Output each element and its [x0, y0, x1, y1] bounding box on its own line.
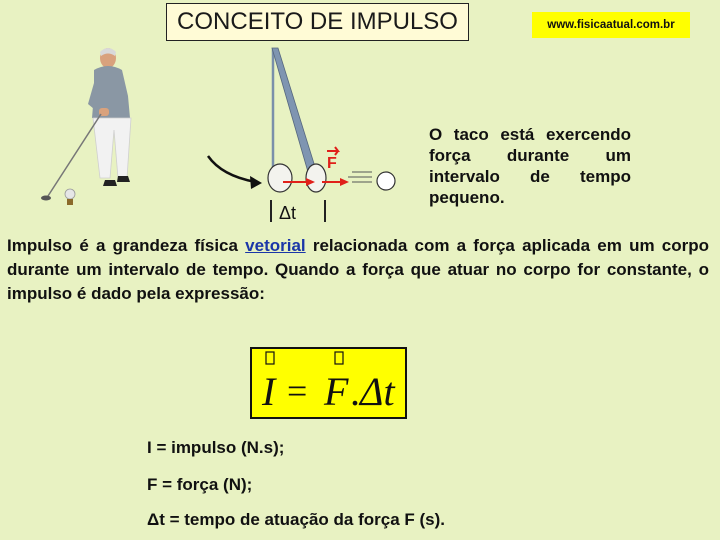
page-title: CONCEITO DE IMPULSO	[166, 3, 469, 41]
club-explanation: O taco está exercendo força durante um intervalo de tempo pequeno.	[429, 125, 631, 207]
vector-arrow-icon	[335, 352, 343, 364]
vetorial-link[interactable]: vetorial	[245, 236, 306, 255]
definition-part1: Impulso é a grandeza física	[7, 236, 246, 255]
formula-dot: .	[350, 369, 360, 414]
delta-t-label: Δt	[279, 203, 297, 223]
club-diagram	[208, 48, 395, 223]
formula-delta-t: Δt	[360, 369, 395, 414]
formula-impulse-symbol: I	[262, 369, 276, 414]
impulse-definition	[7, 234, 709, 306]
golf-illustration	[0, 40, 420, 235]
force-label: F	[327, 155, 337, 172]
legend-impulse: I = impulso (N.s);	[147, 438, 285, 457]
vector-arrow-icon	[266, 352, 274, 364]
golfer-figure	[41, 48, 131, 205]
website-badge[interactable]: www.fisicaatual.com.br	[532, 12, 690, 38]
impulse-formula	[250, 347, 407, 419]
legend-force: F = força (N);	[147, 475, 253, 494]
formula-force-symbol: F	[324, 369, 349, 414]
formula-equals: =	[287, 371, 308, 411]
definition-part2: relacionada com a força aplicada em um corpo durante um intervalo de tempo. Quando a força que atuar no corpo for constante, o impulso é dado pela expressão:	[7, 236, 709, 303]
legend-time: Δt = tempo de atuação da força F (s).	[147, 510, 445, 529]
